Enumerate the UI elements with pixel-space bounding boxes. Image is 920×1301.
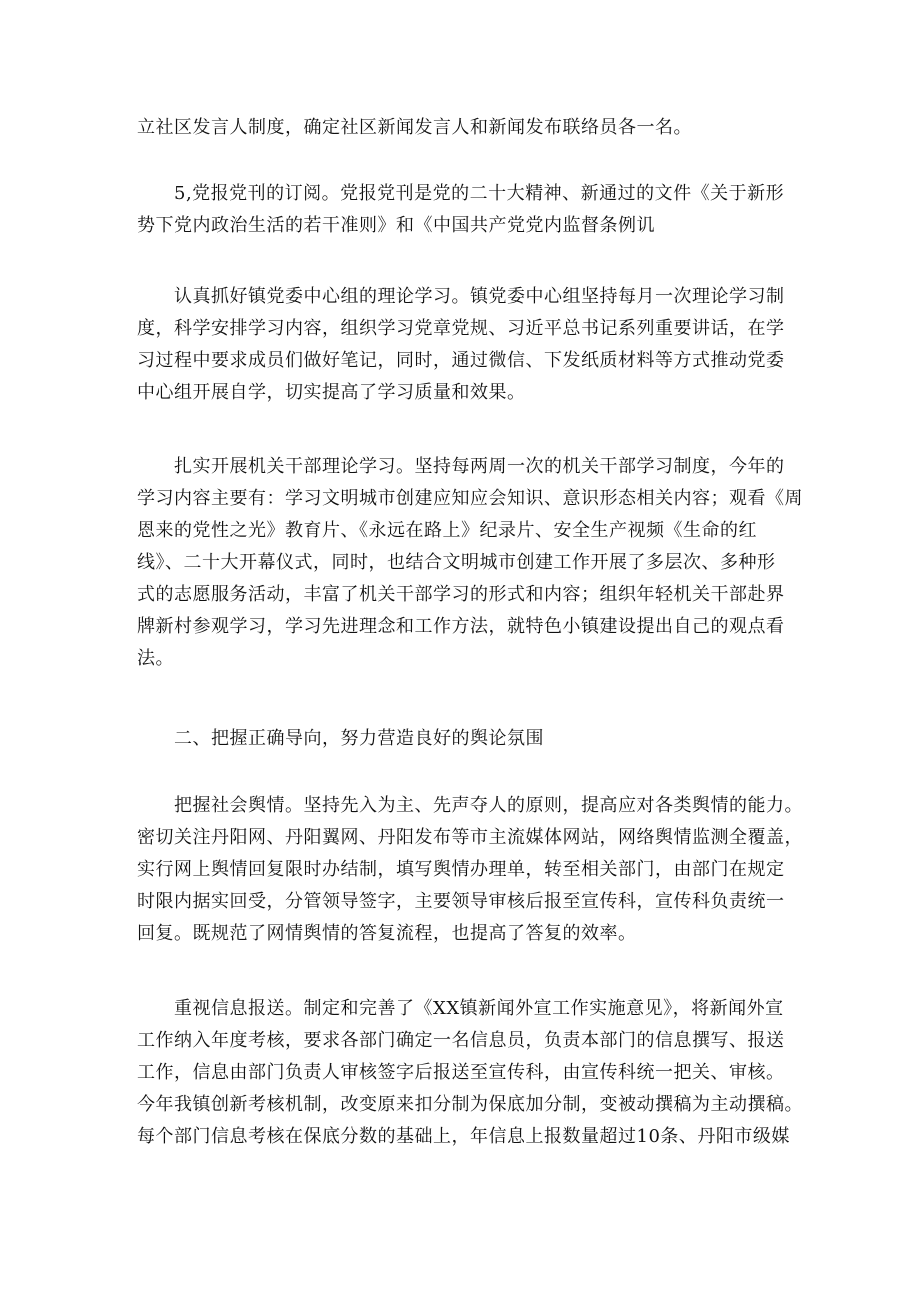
text-line: 立社区发言人制度，确定社区新闻发言人和新闻发布联络员各一名。 [137, 117, 692, 138]
text-line: 牌新村参观学习，学习先进理念和工作方法，就特色小镇建设提出自己的观点看 [137, 616, 785, 637]
text-line: 时限内据实回受，分管领导签字，主要领导审核后报至宣传科，宣传科负责统一 [137, 891, 785, 912]
text-line: 恩来的党性之光》教育片、《永远在路上》纪录片、安全生产视频《生命的红 [137, 520, 757, 541]
text-line: 扎实开展机关干部理论学习。坚持每两周一次的机关干部学习制度，今年的 [174, 456, 785, 477]
paragraph-theory-study-cont [137, 313, 797, 409]
text-line: 中心组开展自学，切实提高了学习质量和效果。 [137, 382, 526, 403]
paragraph-party-newspapers-cont [137, 210, 797, 242]
paragraph-public-opinion-cont [137, 822, 803, 950]
text-line: 每个部门信息考核在保底分数的基础上，年信息上报数量超过10条、丹阳市级媒 [137, 1126, 790, 1147]
text-line: 工作纳入年度考核，要求各部门确定一名信息员，负责本部门的信息撰写、报送 [137, 1030, 785, 1051]
text-line: 5,党报党刊的订阅。党报党刊是党的二十大精神、新通过的文件《关于新形 [174, 183, 785, 204]
paragraph-continuation [137, 112, 797, 144]
text-line: 把握社会舆情。坚持先入为主、先声夺人的原则，提高应对各类舆情的能力。 [174, 795, 803, 816]
paragraph-party-newspapers [174, 178, 797, 210]
text-line: 法。 [137, 648, 174, 669]
text-line: 势下党内政治生活的若干准则》和《中国共产党党内监督条例讥 [137, 215, 655, 236]
text-line: 线》、二十大开幕仪式，同时，也结合文明城市创建工作开展了多层次、多种形 [137, 552, 776, 573]
paragraph-info-reporting-cont [137, 1025, 803, 1153]
text-line: 度，科学安排学习内容，组织学习党章党规、习近平总书记系列重要讲话，在学 [137, 318, 785, 339]
paragraph-info-reporting [174, 993, 797, 1025]
paragraph-cadre-study [174, 451, 797, 483]
text-line: 密切关注丹阳网、丹阳翼网、丹阳发布等市主流媒体网站，网络舆情监测全覆盖， [137, 827, 803, 848]
text-line: 重视信息报送。制定和完善了《XX镇新闻外宣工作实施意见》，将新闻外宣 [174, 998, 784, 1019]
section-heading [174, 723, 797, 755]
text-line: 实行网上舆情回复限时办结制，填写舆情办理单，转至相关部门，由部门在规定 [137, 859, 785, 880]
text-line: 工作，信息由部门负责人审核签字后报送至宣传科，由宣传科统一把关、审核。 [137, 1062, 785, 1083]
text-line: 式的志愿服务活动，丰富了机关干部学习的形式和内容；组织年轻机关干部赴界 [137, 584, 785, 605]
paragraph-public-opinion [174, 790, 803, 822]
text-line: 认真抓好镇党委中心组的理论学习。镇党委中心组坚持每月一次理论学习制 [174, 286, 785, 307]
text-line: 习过程中要求成员们做好笔记，同时，通过微信、下发纸质材料等方式推动党委 [137, 350, 785, 371]
text-line: 回复。既规范了网情舆情的答复流程，也提高了答复的效率。 [137, 923, 637, 944]
paragraph-theory-study [174, 281, 797, 313]
paragraph-cadre-study-cont [137, 483, 803, 675]
text-line: 今年我镇创新考核机制，改变原来扣分制为保底加分制，变被动撰稿为主动撰稿。 [137, 1094, 803, 1115]
text-line: 学习内容主要有：学习文明城市创建应知应会知识、意识形态相关内容；观看《周 [137, 488, 803, 509]
heading-text: 二、把握正确导向，努力营造良好的舆论氛围 [174, 728, 544, 749]
